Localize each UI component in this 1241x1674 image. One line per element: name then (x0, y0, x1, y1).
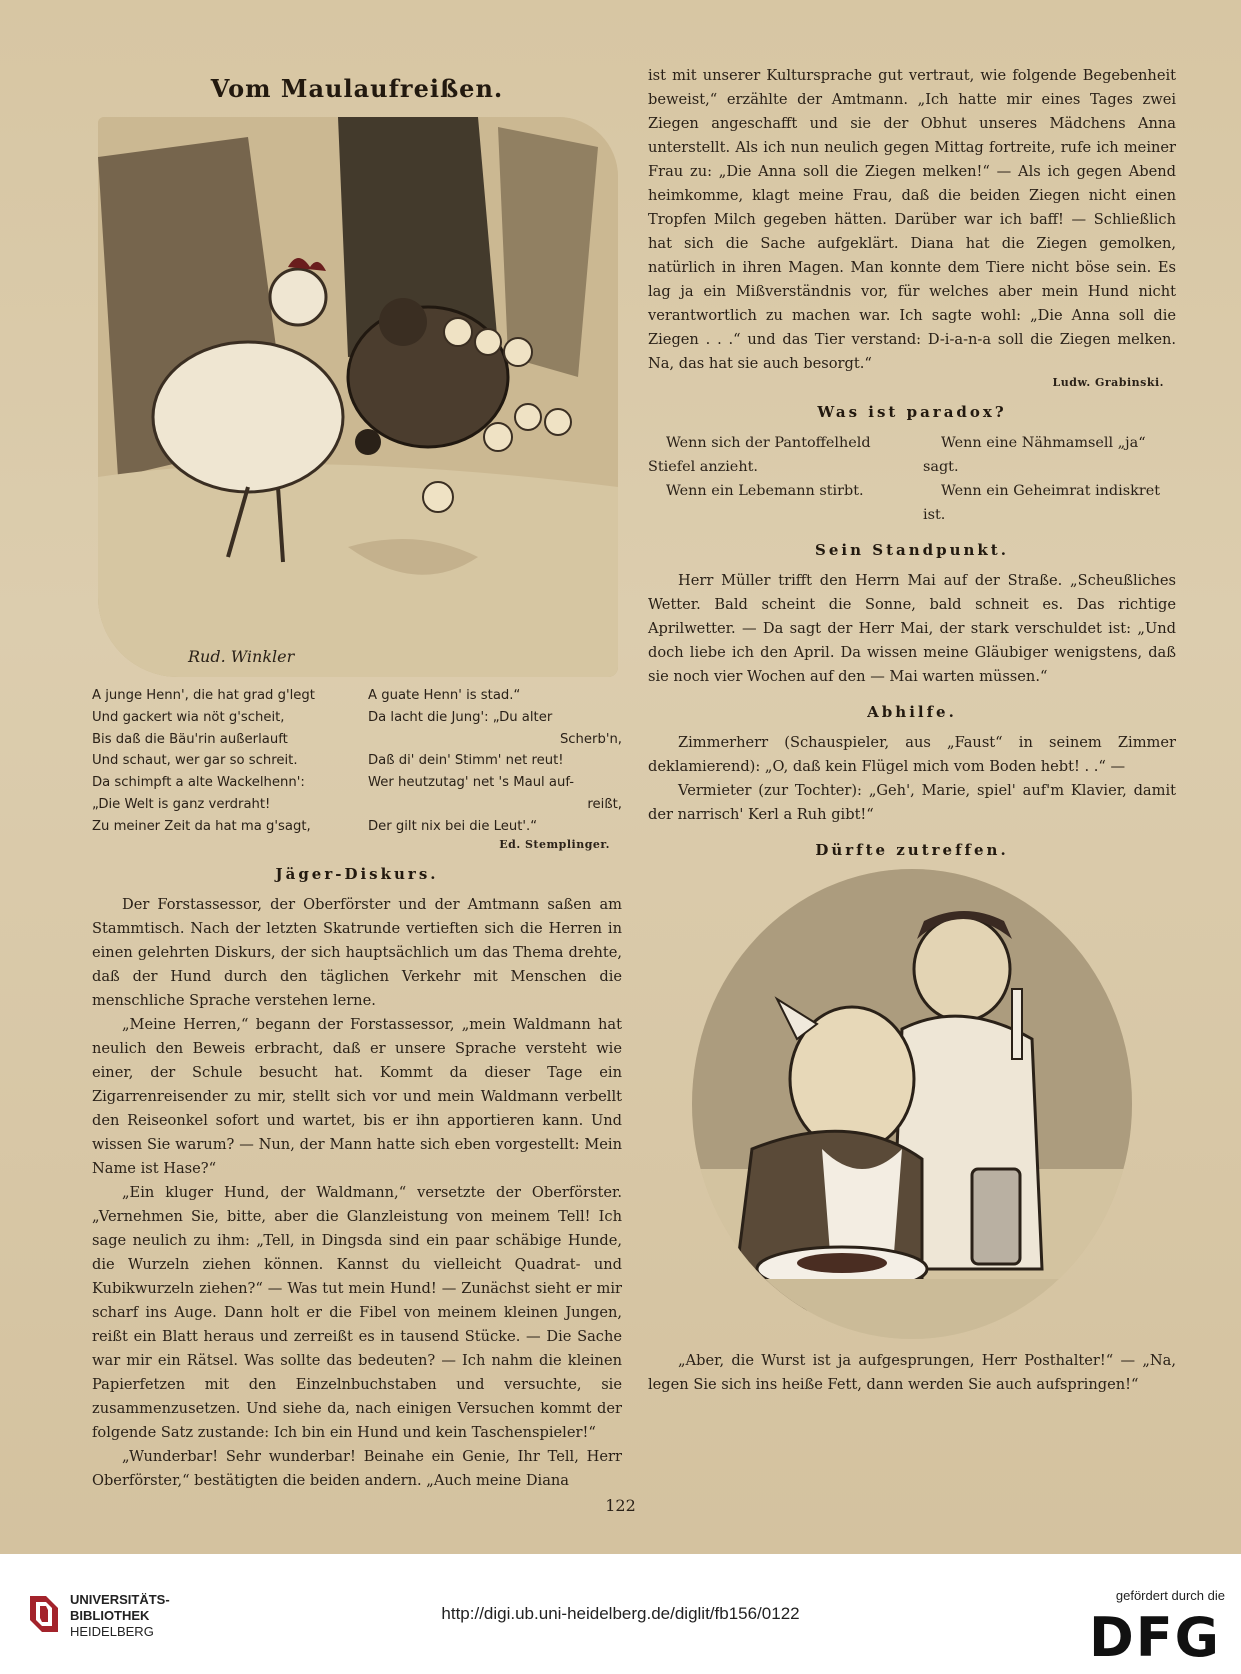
poem-column-right (368, 685, 622, 838)
left-column (92, 64, 622, 1493)
library-name-line: HEIDELBERG (70, 1624, 154, 1639)
article-paragraph: Vermieter (zur Tochter): „Geh', Marie, spiel' auf'm Klavier, damit der narrisch' Kerl a Ruh gibt!“ (648, 782, 1176, 823)
section-title-paradox: Was ist paradox? (817, 403, 1007, 421)
poem-line: Und gackert wia nöt g'scheit, (92, 709, 285, 725)
poem-line: Scherb'n, (559, 731, 622, 747)
dfg-logo[interactable]: DFG (1088, 1606, 1221, 1669)
innkeeper-illustration (692, 869, 1132, 1339)
dialect-poem (92, 685, 622, 838)
funded-by-label: gefördert durch die (1115, 1588, 1225, 1603)
poem-line: Der gilt nix bei die Leut'.“ (368, 818, 538, 834)
poem-column-left (92, 685, 346, 838)
illustration-signature: Rud. Winkler (188, 647, 295, 666)
poem-signature: Ed. Stemplinger. (499, 837, 610, 851)
continuation-signature: Ludw. Grabinski. (1052, 376, 1164, 389)
source-url-link[interactable]: http://digi.ub.uni-heidelberg.de/diglit/fb156/0122 (441, 1604, 800, 1623)
article-paragraph: Der Forstassessor, der Oberförster und der Amtmann saßen am Stammtisch. Nach der letzten Skatrunde vertieften sich die Herren in einen gelehrten Diskurs, der sich hauptsächlich um das Thema drehte, daß der Hund durch den täglichen Verkehr mit Menschen die menschliche Sprache verstehen lerne. (92, 895, 622, 1009)
section-title-jaeger: Jäger-Diskurs. (275, 864, 439, 883)
paradox-item: Wenn eine Nähmamsell „ja“ sagt. (923, 435, 1146, 475)
poem-title: Vom Maulaufreißen. (210, 74, 504, 103)
paradox-item: Wenn ein Geheimrat indiskret ist. (923, 483, 1161, 523)
section-title-standpunkt: Sein Standpunkt. (815, 541, 1009, 559)
poem-line: A junge Henn', die hat grad g'legt (92, 688, 315, 703)
poem-line: Da schimpft a alte Wackelhenn': (92, 775, 305, 791)
poem-line: Zu meiner Zeit da hat ma g'sagt, (92, 818, 311, 834)
article-paragraph: „Meine Herren,“ begann der Forstassessor, „mein Waldmann hat neulich den Beweis erbracht, daß er unsere Sprache versteht wie einer, der Schule besucht hat. Kommt da dieser Tage ein Zigarrenreisender zu mir, stellt sich vor und mein Waldmann verbellt den Reiseonkel sofort und wartet, bis er ihn apportieren kann. Und wissen Sie warum? — Nun, der Mann hatte sich eben vorgestellt: Mein Name ist Hase?“ (92, 1015, 622, 1177)
article-paragraph: Zimmerherr (Schauspieler, aus „Faust“ in seinem Zimmer deklamierend): „O, daß kein Flügel mich vom Boden hebt! . .“ — (648, 734, 1176, 775)
poem-line: A guate Henn' is stad.“ (368, 688, 521, 703)
article-paragraph: „Wunderbar! Sehr wunderbar! Beinahe ein Genie, Ihr Tell, Herr Oberförster,“ bestätigten die beiden andern. „Auch meine Diana (92, 1447, 622, 1489)
paradox-item: Wenn ein Lebemann stirbt. (666, 483, 864, 499)
paradox-list (648, 431, 1176, 527)
poem-line: Wer heutzutag' net 's Maul auf- (368, 775, 575, 791)
innkeeper-drawing (692, 869, 1132, 1339)
poem-line: „Die Welt is ganz verdraht! (92, 796, 271, 812)
article-continuation: ist mit unserer Kultursprache gut vertraut, wie folgende Begebenheit beweist,“ erzählte der Amtmann. „Ich hatte mir eines Tages zwei Ziegen angeschafft und sie der Obhut unseres Mädchens Anna unterstellt. Als ich nun neulich gegen Mittag fortreite, rufe ich meiner Frau zu: „Die Anna soll die Ziegen melken!“ — Als ich gegen Abend heimkomme, klagt meine Frau, daß die beiden Ziegen nicht einen Tropfen Milch gegeben hätten. Darüber war ich baff! — Schließlich hat sich die Sache aufgeklärt. Diana hat die Ziegen gemolken, natürlich in ihren Magen. Man konnte dem Tiere nicht böse sein. Es lag ja ein Mißverständnis vor, für welches aber mein Hund nicht verantwortlich zu machen war. Ich sagte wohl: „Die Anna soll die Ziegen . . .“ und das Tier verstand: D-i-a-n-a soll die Ziegen melken. Na, das hat sie auch besorgt.“ (648, 67, 1176, 372)
hen-illustration-drawing (98, 117, 618, 677)
right-column (648, 64, 1176, 1397)
section-title-zutreffen: Dürfte zutreffen. (815, 841, 1009, 859)
library-name-line: BIBLIOTHEK (70, 1608, 150, 1623)
poem-line: Daß di' dein' Stimm' net reut! (368, 753, 564, 769)
section-title-abhilfe: Abhilfe. (867, 703, 957, 721)
digitization-footer (0, 1554, 1241, 1674)
cartoon-caption: „Aber, die Wurst ist ja aufgesprungen, Herr Posthalter!“ — „Na, legen Sie sich ins heiße Fett, dann werden Sie auch aufspringen!“ (648, 1352, 1176, 1393)
paradox-item: Wenn sich der Pantoffelheld Stiefel anzieht. (648, 435, 871, 475)
poem-line: Und schaut, wer gar so schreit. (92, 753, 298, 769)
poem-line: Bis daß die Bäu'rin außerlauft (92, 731, 288, 747)
page-number: 122 (605, 1496, 636, 1515)
article-paragraph: Herr Müller trifft den Herrn Mai auf der Straße. „Scheußliches Wetter. Bald scheint die Sonne, bald schneit es. Das richtige Aprilwetter. — Da sagt der Herr Mai, der stark verschuldet ist: „Und doch liebe ich den April. Da wissen meine Gläubiger wenigstens, daß sie noch vier Wochen auf den — Mai warten müssen.“ (648, 572, 1176, 685)
article-paragraph: „Ein kluger Hund, der Waldmann,“ versetzte der Oberförster. „Vernehmen Sie, bitte, aber die Glanzleistung von meinem Tell! Ich sage neulich zu ihm: „Tell, in Dingsda sind ein paar schäbige Hunde, die Wurzeln ziehen können. Kannst du vielleicht Quadrat- und Kubikwurzeln ziehen?“ — Was tut mein Hund! — Zunächst sieht er mir scharf ins Auge. Dann holt er die Fibel von meinem kleinen Jungen, reißt ein Blatt heraus und zerreißt es in tausend Stücke. — Die Sache war mir ein Rätsel. Was sollte das bedeuten? — Ich nahm die kleinen Papierfetzen mit den Einzelnbuchstaben und versuchte, sie zusammenzusetzen. Und siehe da, nach einigen Versuchen kommt der folgende Satz zustande: Ich bin ein Hund und kein Taschenspieler!“ (92, 1183, 622, 1441)
library-name-line: UNIVERSITÄTS- (70, 1592, 170, 1607)
poem-line: reißt, (587, 796, 622, 812)
poem-line: Da lacht die Jung': „Du alter (368, 709, 553, 725)
hen-and-chicks-illustration (98, 117, 618, 677)
